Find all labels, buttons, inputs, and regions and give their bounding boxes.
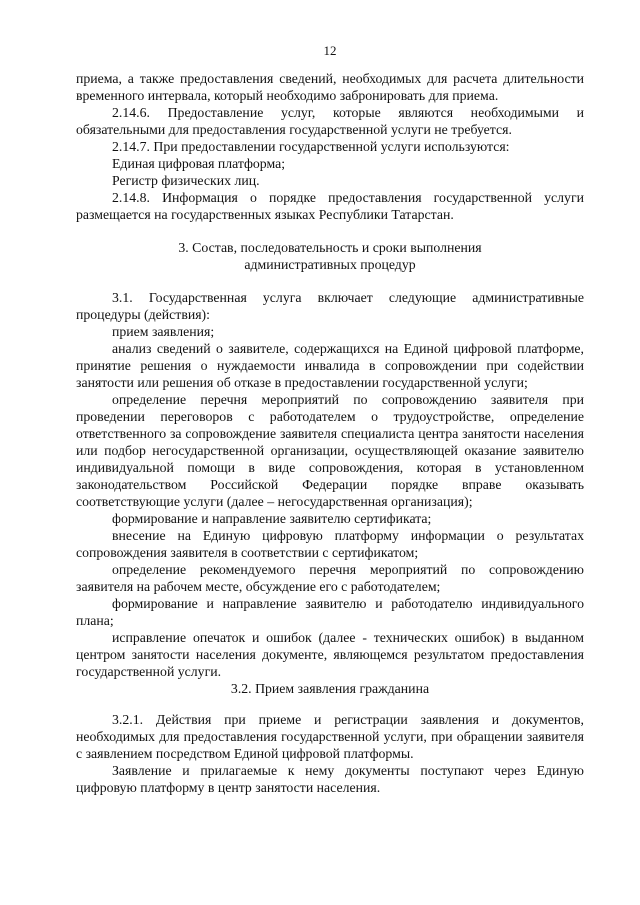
paragraph: 2.14.6. Предоставление услуг, которые являются необходимыми и обязательными для предоставления государственной услуги не требуется. <box>76 105 584 137</box>
paragraph: 2.14.8. Информация о порядке предоставления государственной услуги размещается на государственных языках Республики Татарстан. <box>76 190 584 222</box>
paragraph: анализ сведений о заявителе, содержащихся на Единой цифровой платформе, принятие решения о нуждаемости инвалида в сопровождении при содействии занятости или решения об отказе в предоставлении государственной услуги; <box>76 341 584 390</box>
paragraph: приема, а также предоставления сведений, необходимых для расчета длительности временного интервала, который необходимо забронировать для приема. <box>76 71 584 103</box>
page-number: 12 <box>323 43 337 58</box>
paragraph: Заявление и прилагаемые к нему документы поступают через Единую цифровую платформу в центр занятости населения. <box>76 763 584 795</box>
paragraph: исправление опечаток и ошибок (далее - технических ошибок) в выданном центром занятости населения документе, являющемся результатом предоставления государственной услуги. <box>76 630 584 679</box>
spacer <box>76 697 584 711</box>
paragraph: формирование и направление заявителю и работодателю индивидуального плана; <box>76 596 584 628</box>
paragraph: 3.2.1. Действия при приеме и регистрации заявления и документов, необходимых для предоставления государственной услуги, при обращении заявителя с заявлением посредством Единой цифровой платформы. <box>76 712 584 761</box>
section-heading-line: 3. Состав, последовательность и сроки выполнения <box>178 240 482 255</box>
spacer <box>76 273 584 289</box>
document-body <box>76 70 584 796</box>
paragraph: 3.1. Государственная услуга включает следующие административные процедуры (действия): <box>76 290 584 322</box>
paragraph: определение рекомендуемого перечня мероприятий по сопровождению заявителя на рабочем месте, обсуждение его с работодателем; <box>76 562 584 594</box>
paragraph: прием заявления; <box>112 324 215 339</box>
paragraph: Единая цифровая платформа; <box>112 156 286 171</box>
spacer <box>76 223 584 239</box>
paragraph: Регистр физических лиц. <box>112 173 260 188</box>
section-heading <box>76 239 584 273</box>
paragraph: определение перечня мероприятий по сопровождению заявителя при проведении переговоров с работодателем о трудоустройстве, определение ответственного за сопровождение заявителя специалиста центра занятости населения или подбор негосударственной организации, осуществляющей оказание заявителю индивидуальной помощи в виде сопровождения, которая в установленном законодательством Российской Федерации порядке вправе оказывать соответствующие услуги (далее – негосударственная организация); <box>76 392 584 509</box>
section-heading <box>76 680 584 697</box>
section-heading-line: 3.2. Прием заявления гражданина <box>230 681 430 696</box>
paragraph: формирование и направление заявителю сертификата; <box>112 511 432 526</box>
paragraph: внесение на Единую цифровую платформу информации о результатах сопровождения заявителя в соответствии с сертификатом; <box>76 528 584 560</box>
paragraph: 2.14.7. При предоставлении государственной услуги используются: <box>112 139 510 154</box>
section-heading-line: административных процедур <box>244 257 416 272</box>
